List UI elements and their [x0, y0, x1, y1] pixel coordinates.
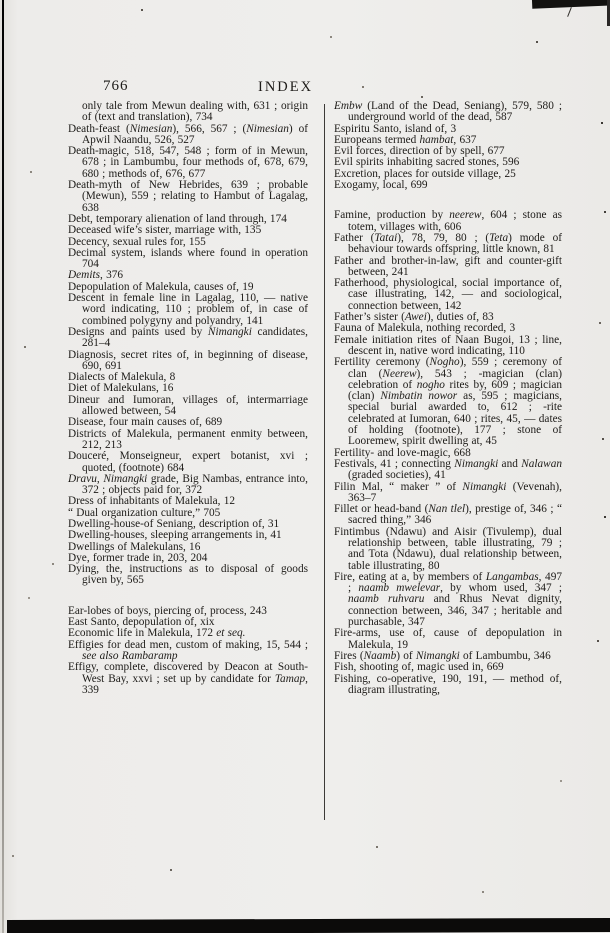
index-entry: Demits, 376 — [68, 269, 124, 282]
index-entry: Fires (Naamb) of Nimangki of Lambumbu, 346 — [334, 649, 551, 662]
index-entry: Festivals, 41 ; connecting Nimangki and Nalawan (graded societies), 41 — [334, 457, 563, 482]
index-entry: Fatherhood, physiological, social importance of, case illustrating, 142, — and sociological, connection between, 142 — [334, 277, 562, 312]
index-column-right — [334, 101, 562, 696]
index-entry: Espiritu Santo, island of, 3 — [334, 122, 457, 135]
index-entry: Fertility- and love-magic, 668 — [334, 446, 471, 459]
page-number: 766 — [103, 78, 129, 94]
index-entry: Dravu, Nimangki grade, Big Nambas, entrance into, 372 ; objects paid for, 372 — [68, 472, 308, 497]
index-entry: Evil spirits inhabiting sacred stones, 596 — [334, 156, 520, 169]
index-entry: Decency, sexual rules for, 155 — [68, 235, 206, 248]
index-entry: Fire, eating at a, by members of Langambas, 497 ; naamb mwelevar, by whom used, 347 ; naamb ruhvaru and Rhus Nevat dignity, connection between, 346, 347 ; heritable and purchasable, 347 — [334, 570, 562, 629]
scan-edge-line — [2, 0, 4, 933]
index-entry: Districts of Malekula, permanent enmity between, 212, 213 — [68, 427, 308, 451]
column-divider-rule — [324, 104, 325, 820]
index-entry: Depopulation of Malekula, causes of, 19 — [68, 280, 254, 293]
index-entry: “ Dual organization culture,” 705 — [68, 506, 221, 519]
index-entry: only tale from Mewun dealing with, 631 ; origin of (text and translation), 734 — [82, 100, 308, 124]
index-entry: Fauna of Malekula, nothing recorded, 3 — [334, 322, 516, 335]
index-entry: Father’s sister (Awei), duties of, 83 — [334, 311, 494, 324]
index-column-left — [68, 101, 308, 696]
index-entry: Dress of inhabitants of Malekula, 12 — [68, 495, 236, 508]
page-title: INDEX — [258, 79, 314, 95]
index-entry: Economic life in Malekula, 172 et seq. — [68, 627, 246, 640]
index-entry: Death-magic, 518, 547, 548 ; form of in Mewun, 678 ; in Lambumbu, four methods of, 678, 679, 680 ; methods of, 676, 677 — [68, 145, 308, 180]
index-entry: Father and brother-in-law, gift and counter-gift between, 241 — [334, 254, 562, 278]
index-entry: Dying, the, instructions as to disposal of goods given by, 565 — [68, 563, 308, 587]
index-entry: Female initiation rites of Naan Bugoi, 13 ; line, descent in, native word indicating, 110 — [334, 333, 562, 357]
scan-speckles — [0, 0, 2, 2]
index-entry: Death-feast (Nimesian), 566, 567 ; (Nimesian) of Apwil Naandu, 526, 527 — [68, 122, 308, 146]
index-entry: Dialects of Malekula, 8 — [68, 371, 176, 384]
index-entry: Father (Tatai), 78, 79, 80 ; (Teta) mode of behaviour towards offspring, little known, 81 — [334, 231, 562, 256]
index-entry: Descent in female line in Lagalag, 110, — native word indicating, 110 ; problem of, in case of combined polygyny and polyandry, 141 — [68, 292, 308, 327]
index-entry: Dineur and Iumoran, villages of, intermarriage allowed between, 54 — [68, 393, 308, 418]
index-entry: Evil forces, direction of by spell, 677 — [334, 145, 505, 158]
index-entry: Fishing, co-operative, 190, 191, — method of, diagram illustrating, — [334, 672, 562, 696]
index-entry: Diet of Malekulans, 16 — [68, 382, 174, 395]
index-entry: Designs and paints used by Nimangki candidates, 281–4 — [68, 325, 308, 350]
index-entry: Excretion, places for outside village, 25 — [334, 167, 516, 180]
index-entry: Fire-arms, use of, cause of depopulation in Malekula, 19 — [334, 627, 562, 651]
index-entry: Fish, shooting of, magic used in, 669 — [334, 661, 504, 674]
index-entry: Dwelling-house-of Seniang, description of, 31 — [68, 517, 280, 530]
index-entry: Effigy, complete, discovered by Deacon at South-West Bay, xxvi ; set up by candidate for Tamap, 339 — [68, 661, 308, 696]
index-entry: Diagnosis, secret rites of, in beginning of disease, 690, 691 — [68, 348, 308, 372]
index-entry: Filin Mal, “ maker ” of Nimangki (Vevenah), 363–7 — [334, 480, 562, 504]
index-entry: Fertility ceremony (Nogho), 559 ; ceremony of clan (Neerew), 543 ; -magician (clan) celebration of nogho rites by, 609 ; magician (clan) Nimbatin nowor as, 595 ; magicians, special burial awarded to, 612 ; -rite celebrated at Iumoran, 640 ; rites, 45, — dates of holding (footnote), 177 ; stone of Looremew, spirit dwelling at, 45 — [334, 356, 563, 448]
index-entry: Effigies for dead men, custom of making, 15, 544 ; see also Rambaramp — [68, 638, 308, 662]
index-entry: Decimal system, islands where found in operation 704 — [68, 246, 308, 271]
index-entry: Europeans termed hambat, 637 — [334, 133, 477, 146]
index-entry: Douceré, Monseigneur, expert botanist, xvi ; quoted, (footnote) 684 — [68, 450, 308, 474]
index-entry: Dwellings of Malekulans, 16 — [68, 540, 201, 553]
index-entry: East Santo, depopulation of, xix — [68, 616, 215, 629]
scan-bottom-bar — [7, 918, 610, 933]
index-entry: Dwelling-houses, sleeping arrangements in, 41 — [68, 529, 282, 542]
index-entry: Debt, temporary alienation of land through, 174 — [68, 212, 287, 225]
index-entry: Exogamy, local, 699 — [334, 179, 428, 192]
index-entry: Embw (Land of the Dead, Seniang), 579, 580 ; underground world of the dead, 587 — [334, 100, 562, 124]
index-entry: Death-myth of New Hebrides, 639 ; probable (Mewun), 559 ; relating to Hambut of Lagalag, 638 — [68, 179, 308, 214]
index-entry: Fintimbus (Ndawu) and Aisir (Tivulemp), dual relationship between, table illustrating, 79 ; and Tota (Ndawu), dual relationship between, table illustrating, 80 — [334, 525, 562, 572]
index-entry: Fillet or head-band (Nan tlel), prestige of, 346 ; “ sacred thing,” 346 — [334, 503, 562, 527]
index-entry: Disease, four main causes of, 689 — [68, 416, 223, 429]
index-entry: Ear-lobes of boys, piercing of, process, 243 — [68, 604, 267, 617]
index-entry: Famine, production by neerew, 604 ; stone as totem, villages with, 606 — [334, 209, 563, 233]
scan-tick-mark — [567, 7, 572, 17]
index-entry: Deceased wife’s sister, marriage with, 135 — [68, 224, 262, 237]
index-entry: Dye, former trade in, 203, 204 — [68, 551, 208, 564]
